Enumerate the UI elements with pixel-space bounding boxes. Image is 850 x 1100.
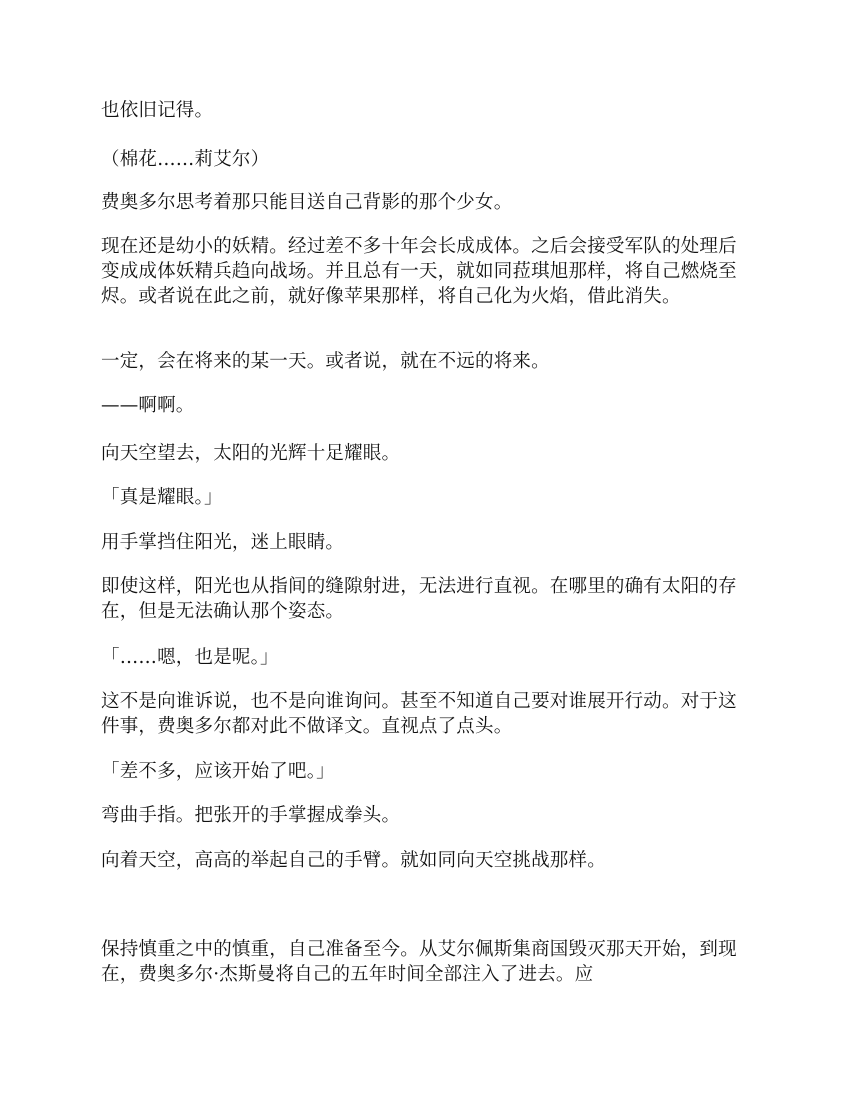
paragraph: 也依旧记得。 bbox=[101, 100, 214, 121]
paragraph: 「差不多，应该开始了吧。」 bbox=[101, 761, 335, 782]
paragraph: 向着天空，高高的举起自己的手臂。就如同向天空挑战那样。 bbox=[101, 850, 606, 871]
paragraph: （棉花……莉艾尔） bbox=[101, 149, 270, 170]
paragraph: 这不是向谁诉说，也不是向谁询问。甚至不知道自己要对谁展开行动。对于这件事，费奥多尔都对此不做译文。直视点了点头。 bbox=[101, 691, 737, 737]
paragraph: ——啊啊。 bbox=[101, 395, 195, 416]
paragraph: 向天空望去，太阳的光辉十足耀眼。 bbox=[101, 443, 401, 464]
paragraph: 「真是耀眼。」 bbox=[101, 487, 223, 508]
paragraph: 弯曲手指。把张开的手掌握成拳头。 bbox=[101, 805, 401, 826]
paragraph: 费奥多尔思考着那只能目送自己背影的那个少女。 bbox=[101, 192, 513, 213]
paragraph: 保持慎重之中的慎重，自己准备至今。从艾尔佩斯集商国毁灭那天开始，到现在，费奥多尔·杰斯曼将自己的五年时间全部注入了进去。应 bbox=[101, 939, 737, 985]
paragraph: 现在还是幼小的妖精。经过差不多十年会长成成体。之后会接受军队的处理后变成成体妖精兵趋向战场。并且总有一天，就如同菈琪旭那样，将自己燃烧至烬。或者说在此之前，就好像苹果那样，将自己化为火焰，借此消失。 bbox=[101, 236, 737, 307]
paragraph: 用手掌挡住阳光，迷上眼睛。 bbox=[101, 532, 345, 553]
paragraph: 即使这样，阳光也从指间的缝隙射进，无法进行直视。在哪里的确有太阳的存在，但是无法确认那个姿态。 bbox=[101, 576, 737, 622]
paragraph: 「……嗯，也是呢。」 bbox=[101, 647, 279, 668]
paragraph: 一定，会在将来的某一天。或者说，就在不远的将来。 bbox=[101, 351, 550, 372]
